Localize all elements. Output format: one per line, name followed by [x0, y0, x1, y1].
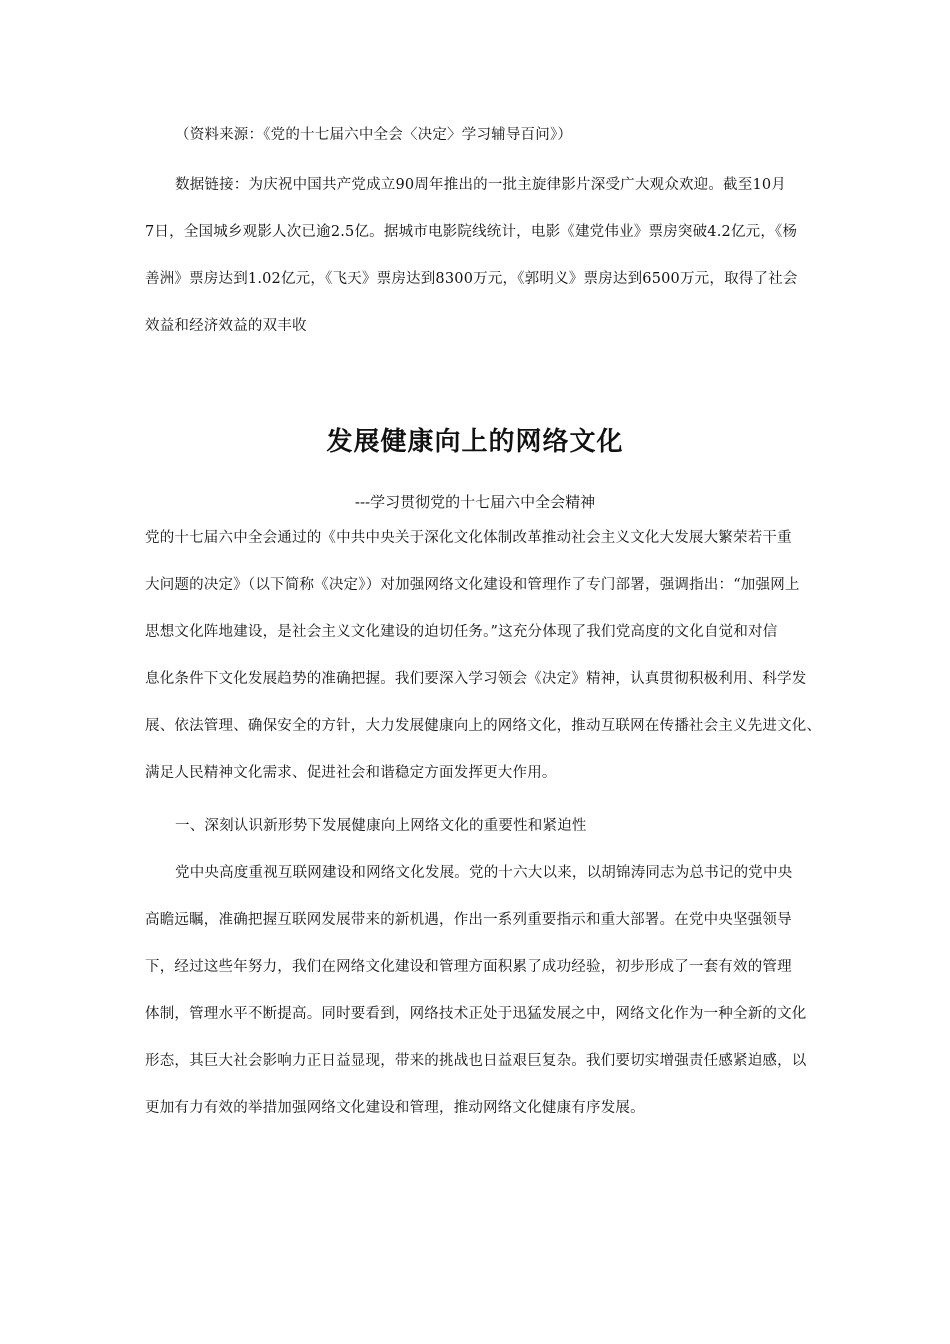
data-link-line: 7日，全国城乡观影人次已逾2.5亿。据城市电影院线统计，电影《建党伟业》票房突破4.2亿元，《杨 [145, 224, 798, 240]
intro-line: 思想文化阵地建设，是社会主义文化建设的迫切任务。”这充分体现了我们党高度的文化自觉和对信 [145, 624, 778, 640]
section1-body-line: 下，经过这些年努力，我们在网络文化建设和管理方面积累了成功经验，初步形成了一套有效的管理 [145, 959, 792, 975]
section1-body-paragraph [145, 850, 815, 1132]
data-link-line: 数据链接：为庆祝中国共产党成立90周年推出的一批主旋律影片深受广大观众欢迎。截至10月 [175, 177, 786, 193]
article-subtitle: ---学习贯彻党的十七届六中全会精神 [354, 493, 596, 511]
source-note: （资料来源：《党的十七届六中全会〈决定〉学习辅导百问》） [175, 127, 573, 143]
article-title: 发展健康向上的网络文化 [326, 427, 624, 457]
intro-line: 展、依法管理、确保安全的方针，大力发展健康向上的网络文化，推动互联网在传播社会主义先进文化、 [145, 718, 822, 734]
intro-line: 息化条件下文化发展趋势的准确把握。我们要深入学习领会《决定》精神，认真贯彻积极利用、科学发 [145, 671, 807, 687]
source-note-paragraph [145, 112, 815, 159]
section1-body-line: 体制，管理水平不断提高。同时要看到，网络技术正处于迅猛发展之中，网络文化作为一种全新的文化 [145, 1006, 807, 1022]
section1-heading: 一、深刻认识新形势下发展健康向上网络文化的重要性和紧迫性 [175, 818, 587, 834]
intro-paragraph [145, 515, 822, 797]
section1-body-line: 形态，其巨大社会影响力正日益显现，带来的挑战也日益艰巨复杂。我们要切实增强责任感紧迫感，以 [145, 1053, 807, 1069]
intro-line: 党的十七届六中全会通过的《中共中央关于深化文化体制改革推动社会主义文化大发展大繁荣若干重 [145, 530, 792, 546]
data-link-line: 效益和经济效益的双丰收 [145, 318, 307, 334]
section1-body-line: 更加有力有效的举措加强网络文化建设和管理，推动网络文化健康有序发展。 [145, 1100, 645, 1116]
section1-body-line: 党中央高度重视互联网建设和网络文化发展。党的十六大以来，以胡锦涛同志为总书记的党中央 [175, 865, 793, 881]
section1-body-line: 高瞻远瞩，准确把握互联网发展带来的新机遇，作出一系列重要指示和重大部署。在党中央坚强领导 [145, 912, 792, 928]
intro-line: 满足人民精神文化需求、促进社会和谐稳定方面发挥更大作用。 [145, 765, 557, 781]
data-link-line: 善洲》票房达到1.02亿元，《飞天》票房达到8300万元，《郭明义》票房达到6500万元，取得了社会 [145, 271, 798, 287]
data-link-paragraph [145, 162, 815, 350]
section1-heading-paragraph [145, 803, 815, 850]
intro-line: 大问题的决定》（以下简称《决定》）对加强网络文化建设和管理作了专门部署，强调指出：“加强网上 [145, 577, 800, 593]
